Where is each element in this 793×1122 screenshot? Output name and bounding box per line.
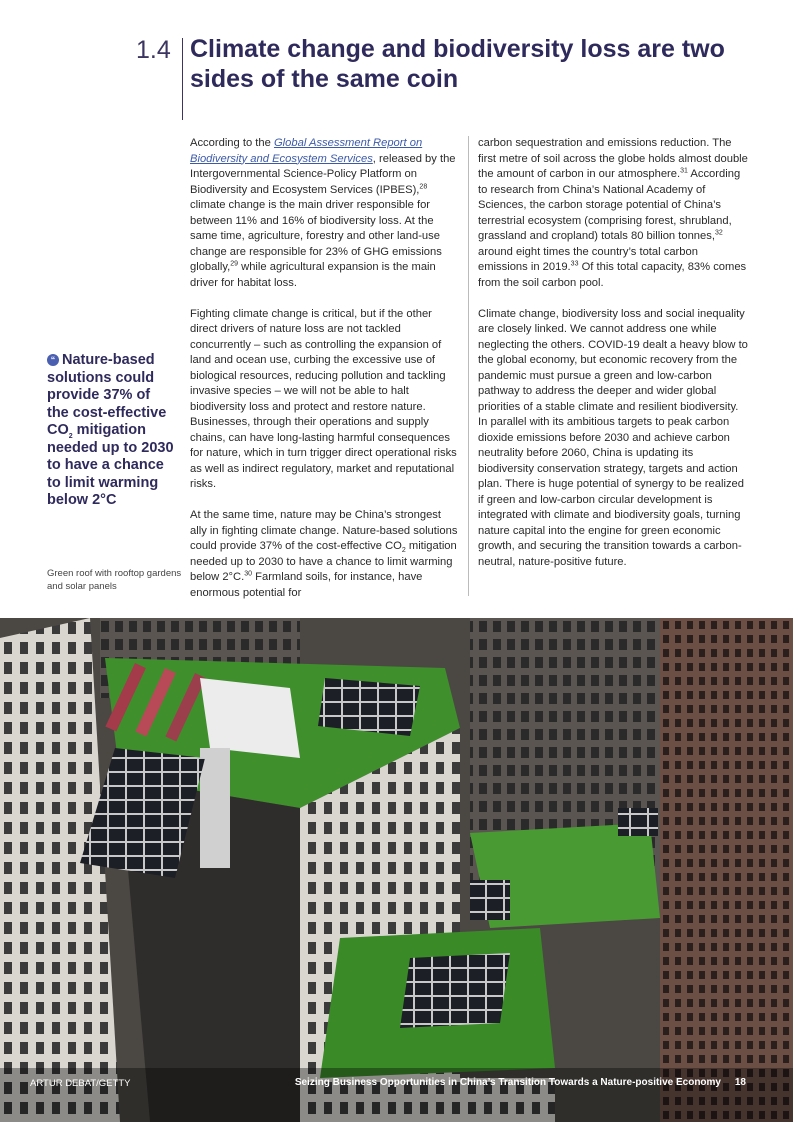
footnote-ref: 28 <box>419 182 428 190</box>
footer-title: Seizing Business Opportunities in China’s Transition Towards a Nature-positive Economy <box>294 1077 721 1088</box>
body-column-left <box>190 136 460 617</box>
page-number: 18 <box>734 1077 746 1088</box>
text-run: Farmland soils, for instance, have enormous potential for <box>190 571 423 599</box>
footnote-ref: 29 <box>230 260 239 268</box>
text-run: Of this total capacity, 83% comes from the soil carbon pool. <box>478 261 747 289</box>
pull-quote-text-2: mitigation needed up to 2030 to have a chance to limit warming below 2°C <box>47 422 174 508</box>
text-run: climate change is the main driver responsible for between 11% and 16% of biodiversity loss. At the same time, agriculture, forestry and other land-use change are responsible for 23% of GHG emissions globally, <box>190 199 442 273</box>
footnote-ref: 33 <box>570 260 579 268</box>
text-run: At the same time, nature may be China’s strongest ally in fighting climate change. Nature-based solutions could provide 37% of the cost-effective CO <box>190 509 458 552</box>
text-run: mitigation needed up to 2030 to have a chance to limit warming below 2°C. <box>190 540 457 583</box>
green-roof-photo <box>0 618 793 1122</box>
body-column-right <box>478 136 748 586</box>
text-run: According to research from China’s National Academy of Sciences, the carbon storage potential of China’s terrestrial ecosystem (comprising forest, shrubland, grassland and cropland) totals 80 billion tonnes, <box>478 168 741 242</box>
photo-caption: Green roof with rooftop gardens and solar panels <box>47 568 182 592</box>
paragraph <box>190 508 460 601</box>
column-divider <box>468 136 469 596</box>
title-divider <box>182 38 183 120</box>
pull-quote-subscript: 2 <box>68 432 73 440</box>
text-run: carbon sequestration and emissions reduction. The first metre of soil across the globe holds almost double the amount of carbon in our atmosphere. <box>478 137 748 180</box>
text-run: According to the <box>190 137 274 149</box>
paragraph <box>190 136 460 291</box>
paragraph: Fighting climate change is critical, but if the other direct drivers of nature loss are not tackled concurrently – such as controlling the expansion of land and ocean use, curbing the excessive use of biological resources, reducing pollution and tackling invasive species – we will not be able to halt biodiversity loss and protect and restore nature. Businesses, through their operations and supply chains, can have long-lasting harmful consequences for nature, which in turn trigger direct operational risks as well as indirect regulatory, market and reputational risks. <box>190 307 457 490</box>
text-run: around eight times the country’s total carbon emissions in 2019. <box>478 245 698 273</box>
pull-quote <box>47 352 175 510</box>
ipbes-report-link[interactable]: Global Assessment Report on Biodiversity and Ecosystem Services <box>190 137 423 165</box>
paragraph <box>478 136 748 291</box>
page-title: Climate change and biodiversity loss are two sides of the same coin <box>190 35 725 93</box>
green-roof-illustration <box>0 618 793 1122</box>
pull-quote-text-1: Nature-based solutions could provide 37% of the cost-effective CO <box>47 352 167 438</box>
footnote-ref: 31 <box>680 167 688 175</box>
subscript: 2 <box>401 547 406 555</box>
photo-credit: ARTUR DEBAT/GETTY <box>30 1078 131 1089</box>
text-run: , released by the Intergovernmental Science-Policy Platform on Biodiversity and Ecosystem Services (IPBES), <box>190 152 456 196</box>
footnote-ref: 32 <box>714 229 723 237</box>
text-run: while agricultural expansion is the main driver for habitat loss. <box>190 261 436 289</box>
paragraph: Climate change, biodiversity loss and social inequality are closely linked. We cannot address one while neglecting the others. COVID-19 dealt a heavy blow to the global economy, but economic recovery from the pandemic must pursue a green and low-carbon pathway to address the deeper and wider global priorities of a stable climate and resilient biodiversity. In parallel with its ambitious targets to peak carbon dioxide emissions before 2030 and achieve carbon neutrality before 2060, China is updating its biodiversity conservation strategy, targets and action plan. There is huge potential of synergy to be realized if green and low-carbon circular development is integrated with climate and biodiversity goals, turning nature capital into the engine for green economic growth, and securing the transition towards a carbon-neutral, nature-positive future. <box>478 307 748 568</box>
section-number: 1.4 <box>136 36 171 64</box>
quote-icon: “ <box>47 354 59 366</box>
footnote-ref: 30 <box>244 570 253 578</box>
